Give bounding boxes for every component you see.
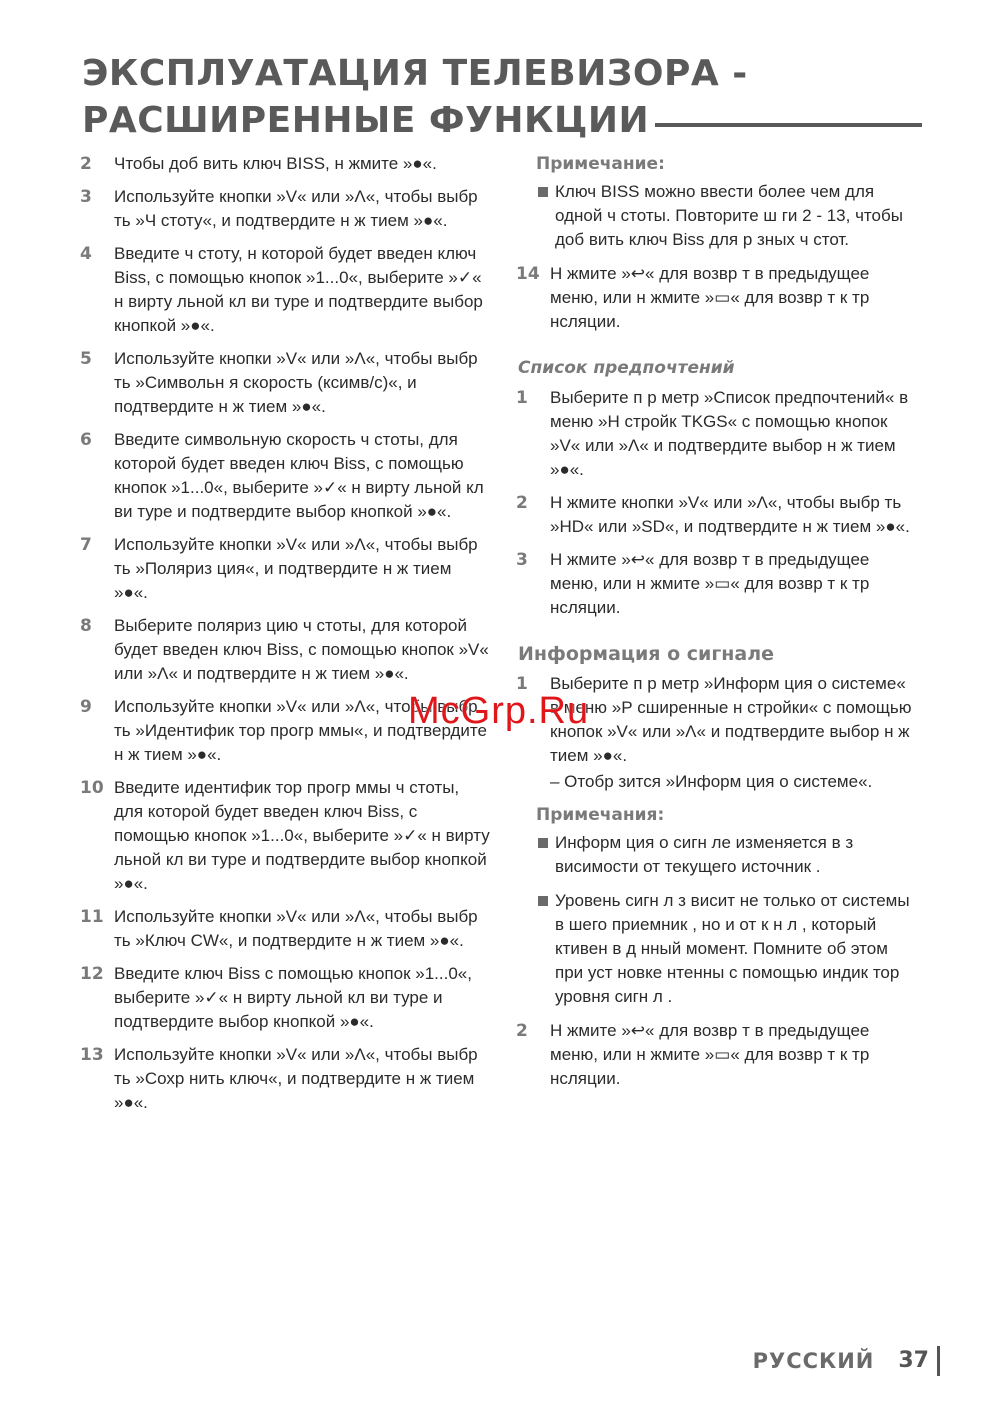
signal-result: – Отобр зится »Информ ция о системе«. [550, 772, 873, 791]
step-11: 11 Используйте кнопки »V« или »Λ«, чтобы выбр ть »Ключ CW«, и подтвердите н ж тием »●«. [80, 907, 478, 950]
signal-heading: Информация о сигнале [518, 643, 775, 665]
note-bullet: Ключ BISS можно ввести более чем для одной ч стоты. Повторите ш ги 2 - 13, чтобы доб вить ключ Biss для р зных ч стот. [536, 180, 916, 252]
step-9: 9 Используйте кнопки »V« или »Λ«, чтобы выбр ть »Идентифик тор прогр ммы«, и подтвердите н ж тием »●«. [80, 697, 487, 764]
step-2: 2 Чтобы доб вить ключ BISS, н жмите »●«. [80, 154, 437, 174]
favorites-heading: Список предпочтений [518, 358, 735, 378]
title-line-1: ЭКСПЛУАТАЦИЯ ТЕЛЕВИЗОРА - [82, 53, 748, 94]
step-7: 7 Используйте кнопки »V« или »Λ«, чтобы выбр ть »Поляриз ция«, и подтвердите н ж тием »●«. [80, 535, 478, 602]
title-line-2: РАСШИРЕННЫЕ ФУНКЦИИ [82, 100, 650, 141]
watermark: McGrp.Ru [408, 690, 590, 732]
title-rule [655, 123, 922, 127]
fav-step-1: 1 Выберите п р метр »Список предпочтений« в меню »Н стройк TKGS« с помощью кнопок »V« или »Λ« и подтвердите выбор н ж тием »●«. [516, 388, 909, 479]
step-14: 14 Н жмите »↩« для возвр т в предыдущее меню, или н жмите »▭« для возвр т к тр нсляции. [516, 264, 870, 331]
fav-step-3: 3 Н жмите »↩« для возвр т в предыдущее меню, или н жмите »▭« для возвр т к тр нсляции. [516, 550, 870, 617]
signal-step-1: 1 Выберите п р метр »Информ ция о системе« в меню »Р сширенные н стройки« с помощью кнопок »V« или »Λ« и подтвердите выбор н ж тием »●«. – Отобр зится »Информ ция о системе«. [516, 672, 916, 794]
bullet-square-icon [538, 896, 548, 906]
bullet-square-icon [538, 187, 548, 197]
page-number: 37 [898, 1346, 940, 1376]
step-13: 13 Используйте кнопки »V« или »Λ«, чтобы выбр ть »Сохр нить ключ«, и подтвердите н ж тием »●«. [80, 1045, 478, 1112]
left-column [80, 152, 490, 1124]
signal-step-2: 2 Н жмите »↩« для возвр т в предыдущее меню, или н жмите »▭« для возвр т к тр нсляции. [516, 1021, 870, 1088]
step-3: 3 Используйте кнопки »V« или »Λ«, чтобы выбр ть »Ч стоту«, и подтвердите н ж тием »●«. [80, 187, 478, 230]
page-title [82, 50, 922, 144]
footer-language: РУССКИЙ [752, 1349, 875, 1373]
signal-note-1: Информ ция о сигн ле изменяется в з висимости от текущего источник . [536, 831, 916, 879]
fav-step-2: 2 Н жмите кнопки »V« или »Λ«, чтобы выбр ть »HD« или »SD«, и подтвердите н ж тием »●«. [516, 493, 910, 536]
step-8: 8 Выберите поляриз цию ч стоты, для которой будет введен ключ Biss, с помощью кнопок »V« или »Λ« и подтвердите н ж тием »●«. [80, 616, 489, 683]
footer [753, 1346, 940, 1376]
right-column [516, 152, 916, 1100]
note-heading: Примечание: [536, 154, 665, 174]
step-5: 5 Используйте кнопки »V« или »Λ«, чтобы выбр ть »Символьн я скорость (ксимв/с)«, и подтвердите н ж тием »●«. [80, 349, 478, 416]
bullet-square-icon [538, 838, 548, 848]
notes-heading: Примечания: [536, 805, 665, 825]
step-10: 10 Введите идентифик тор прогр ммы ч стоты, для которой будет введен ключ Biss, с помощью кнопок »1...0«, выберите »✓« н вирту льной кл ви туре и подтвердите выбор кнопкой »●«. [80, 778, 490, 893]
step-12: 12 Введите ключ Biss с помощью кнопок »1...0«, выберите »✓« н вирту льной кл ви туре и подтвердите выбор кнопкой »●«. [80, 964, 472, 1031]
step-4: 4 Введите ч стоту, н которой будет введен ключ Biss, с помощью кнопок »1...0«, выберите »✓« н вирту льной кл ви туре и подтвердите выбор кнопкой »●«. [80, 244, 483, 335]
signal-note-2: Уровень сигн л з висит не только от системы в шего приемник , но и от к н л , который ктивен в д нный момент. Помните об этом при уст новке нтенны с помощью индик тор уровня сигн л . [536, 889, 916, 1009]
step-6: 6 Введите символьную скорость ч стоты, для которой будет введен ключ Biss, с помощью кнопок »1...0«, выберите »✓« н вирту льной кл ви туре и подтвердите выбор кнопкой »●«. [80, 430, 484, 521]
